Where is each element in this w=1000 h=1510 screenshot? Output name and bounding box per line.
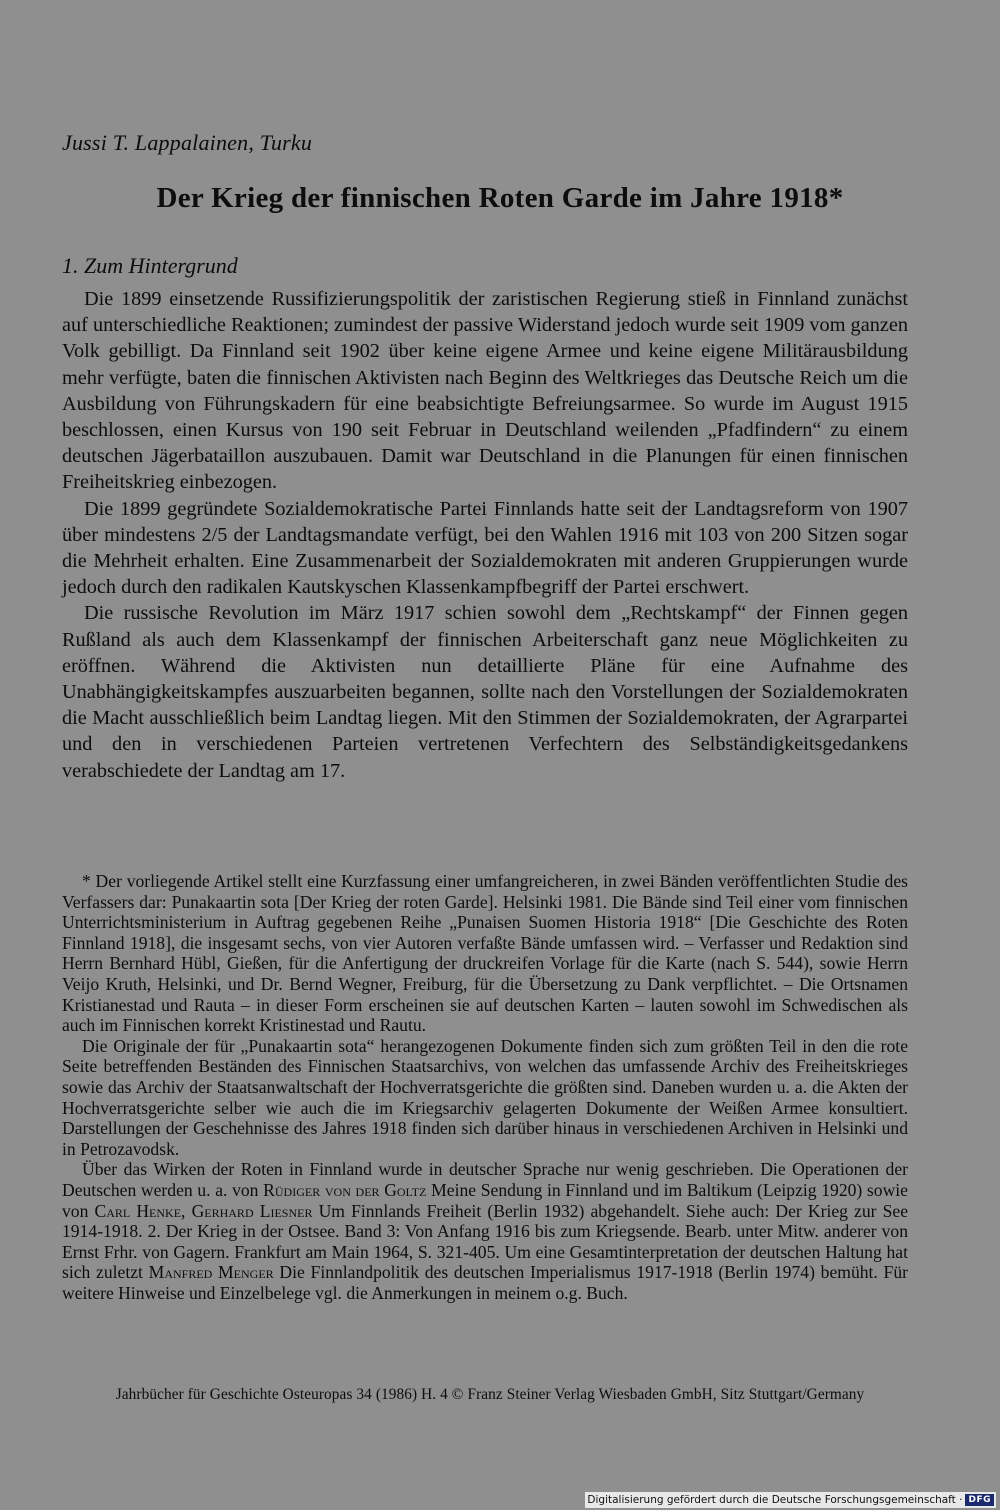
article-title: Der Krieg der finnischen Roten Garde im Jahre 1918* — [156, 182, 844, 214]
body-paragraph: Die 1899 einsetzende Russifizierungspolitik der zaristischen Regierung stieß in Finnland zunächst auf unterschiedliche Reaktionen; zumindest der passive Widerstand jedoch wurde seit 1909 vom ganzen Volk gebilligt. Da Finnland seit 1902 über keine eigene Armee und keine eigene Militärausbildung mehr verfügte, baten die finnischen Aktivisten nach Beginn des Weltkrieges das Deutsche Reich um die Ausbildung von Führungskadern für eine beabsichtigte Befreiungsarmee. So wurde im August 1915 beschlossen, einen Kursus von 190 seit Februar in Deutschland weilenden „Pfadfindern“ zu einem deutschen Jägerbataillon auszubauen. Damit war Deutschland in die Planungen für einen finnischen Freiheitskrieg einbezogen. — [62, 288, 908, 494]
section-heading: 1. Zum Hintergrund — [62, 253, 238, 278]
body-paragraph: Die 1899 gegründete Sozialdemokratische Partei Finnlands hatte seit der Landtagsreform von 1907 über mindestens 2/5 der Landtagsmandate verfügt, bei den Wahlen 1916 mit 103 von 200 Sitzen sogar die Mehrheit erhalten. Eine Zusammenarbeit der Sozialdemokraten mit anderen Gruppierungen wurde jedoch durch den radikalen Kautskyschen Klassenkampfbegriff der Partei erschwert. — [62, 497, 908, 599]
footnote-text: Über das Wirken der Roten in Finnland wurde in deutscher Sprache nur wenig geschrieben. Die Operationen der Deutschen werden u. a. von — [62, 1159, 908, 1200]
footnote-text: Um Finnlands Freiheit (Berlin 1932) abgehandelt. Siehe auch: Der Krieg zur See 1914-1918. 2. Der Krieg in der Ostsee. Band 3: Von Anfang 1916 bis zum Kriegsende. Bearb. unter Mitw. anderer von Ernst Frhr. von Gagern. Frankfurt am Main 1964, S. 321-405. Um eine Gesamtinterpretation der deutschen Haltung hat sich zuletzt — [62, 1200, 909, 1283]
footnote-text: Die Finnlandpolitik des deutschen Imperialismus 1917-1918 (Berlin 1974) bemüht. Für weitere Hinweise und Einzelbelege vgl. die Anmerkungen in meinem o.g. Buch. — [62, 1262, 908, 1303]
cited-author: Gerhard Liesner — [191, 1200, 313, 1221]
body-text — [62, 286, 908, 784]
footnotes — [62, 871, 908, 1303]
footnote-paragraph — [62, 1159, 908, 1303]
credit-text: Digitalisierung gefördert durch die Deutsche Forschungsgemeinschaft · — [587, 1494, 963, 1506]
cited-author: Rüdiger von der Goltz — [263, 1179, 427, 1200]
footnote-text: Meine Sendung in Finnland und im Baltikum (Leipzig 1920) sowie von — [62, 1179, 908, 1221]
footnote-paragraph: Die Originale der für „Punakaartin sota“ herangezogenen Dokumente finden sich zum größten Teil in den die rote Seite betreffenden Beständen des Finnischen Staatsarchivs, von welchen das umfassende Archiv des Freiheitskrieges sowie das Archiv der Staatsanwaltschaft der Hochverratsgerichte die größten sind. Daneben wurden u. a. die Akten der Hochverratsgerichte selber wie auch die im Kriegsarchiv gelagerten Dokumente der Weißen Armee konsultiert. Darstellungen der Geschehnisse des Jahres 1918 finden sich darüber hinaus in verschiedenen Archiven in Helsinki und in Petrozavodsk. — [62, 1035, 908, 1159]
cited-author: Manfred Menger — [148, 1262, 274, 1283]
footnote-paragraph: * Der vorliegende Artikel stellt eine Kurzfassung einer umfangreicheren, in zwei Bänden veröffentlichten Studie des Verfassers dar: Punakaartin sota [Der Krieg der roten Garde]. Helsinki 1981. Die Bände sind Teil einer vom finnischen Unterrichtsministerium in Auftrag gegebenen Reihe „Punaisen Suomen Historia 1918“ [Die Geschichte des Roten Finnland 1918], die insgesamt sechs, von vier Autoren verfaßte Bände umfassen wird. – Verfasser und Redaktion sind Herrn Bernhard Hübl, Gießen, für die Anfertigung der druckreifen Vorlage für die Karte (nach S. 544), sowie Herrn Veijo Kruth, Helsinki, und Dr. Bernd Wegner, Freiburg, für die Übersetzung zu Dank verpflichtet. – Die Ortsnamen Kristianestad und Rauta – in dieser Form erscheinen sie auf deutschen Karten – lauten sowohl im Schwedischen als auch im Finnischen korrekt Kristinestad und Rautu. — [62, 871, 908, 1036]
cited-author: Carl Henke — [94, 1200, 182, 1221]
footnote-text: , — [181, 1200, 192, 1221]
body-paragraph: Die russische Revolution im März 1917 schien sowohl dem „Rechtskampf“ der Finnen gegen Rußland als auch dem Klassenkampf der finnischen Arbeiterschaft ganz neue Möglichkeiten zu eröffnen. Während die Aktivisten nun detaillierte Pläne für eine Aufnahme des Unabhängigkeitskampfes auszuarbeiten begannen, sollte nach den Vorstellungen der Sozialdemokraten die Macht ausschließlich beim Landtag liegen. Mit den Stimmen der Sozialdemokraten, der Agrarpartei und den in verschiedenen Parteien vertretenen Verfechtern des Selbständigkeitsgedankens verabschiedete der Landtag am 17. — [62, 602, 908, 782]
digitization-credit — [585, 1492, 996, 1508]
dfg-logo-icon: DFG — [965, 1494, 994, 1506]
journal-citation: Jahrbücher für Geschichte Osteuropas 34 (1986) H. 4 © Franz Steiner Verlag Wiesbaden GmbH, Sitz Stuttgart/Germany — [115, 1386, 865, 1403]
author-line: Jussi T. Lappalainen, Turku — [62, 130, 313, 155]
